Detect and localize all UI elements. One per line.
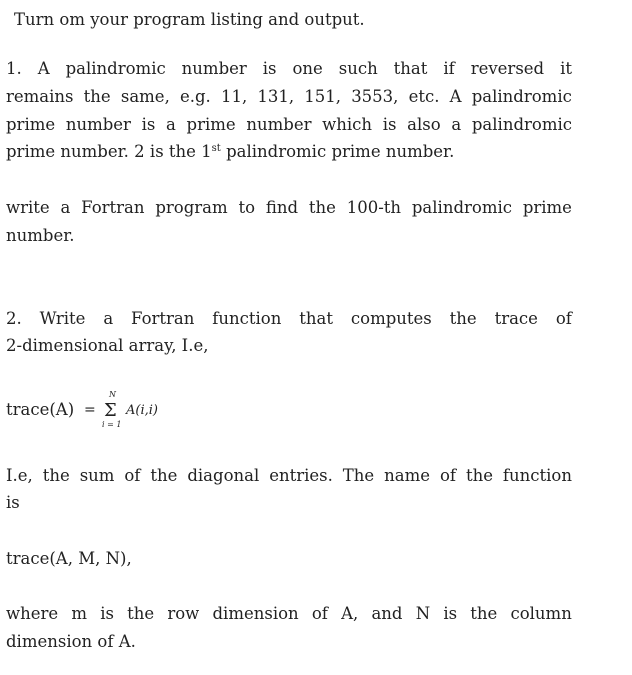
word: m bbox=[71, 604, 88, 623]
word: diagonal bbox=[187, 466, 260, 485]
word: is bbox=[443, 604, 458, 623]
problem1-line-3 bbox=[6, 115, 572, 135]
word: prime bbox=[186, 115, 236, 134]
summation-symbol bbox=[102, 390, 122, 434]
word: the bbox=[42, 466, 70, 485]
word: same, bbox=[120, 87, 170, 106]
word: if bbox=[443, 59, 455, 78]
word: I.e, bbox=[6, 466, 33, 485]
problem1-line-4-pre: prime number. 2 is the 1 bbox=[6, 142, 212, 161]
problem2-line-1 bbox=[6, 309, 572, 329]
trace-formula bbox=[6, 390, 306, 438]
word: is bbox=[100, 604, 114, 623]
word: the bbox=[470, 604, 498, 623]
word: Fortran bbox=[81, 198, 145, 217]
problem1-line-4 bbox=[6, 142, 572, 162]
word: which bbox=[322, 115, 373, 134]
word: the bbox=[465, 466, 493, 485]
word: row bbox=[167, 604, 200, 623]
word: 2. bbox=[6, 309, 22, 328]
word: the bbox=[308, 198, 336, 217]
word: find bbox=[265, 198, 299, 217]
problem2-desc-line-2: is bbox=[6, 493, 20, 512]
word: is bbox=[262, 59, 277, 78]
word: is bbox=[141, 115, 156, 134]
word: computes bbox=[350, 309, 432, 328]
word: A, bbox=[341, 604, 359, 623]
word: palindromic bbox=[471, 87, 572, 106]
problem1-line-1 bbox=[6, 59, 572, 79]
word: that bbox=[393, 59, 428, 78]
word: A bbox=[37, 59, 50, 78]
word: of bbox=[439, 466, 456, 485]
word: it bbox=[560, 59, 572, 78]
ordinal-superscript: st bbox=[211, 143, 221, 154]
word: one bbox=[292, 59, 323, 78]
sigma-glyph: Σ bbox=[104, 400, 117, 421]
formula-term: A(i,i) bbox=[126, 403, 158, 418]
summation-upper-limit: N bbox=[109, 390, 116, 399]
word: Write bbox=[39, 309, 86, 328]
word: e.g. bbox=[179, 87, 211, 106]
word: etc. bbox=[408, 87, 440, 106]
word: name bbox=[384, 466, 431, 485]
word: is bbox=[382, 115, 397, 134]
word: reversed bbox=[470, 59, 545, 78]
formula-lhs: trace(A) bbox=[6, 400, 75, 419]
word: number bbox=[181, 59, 247, 78]
problem2-where-line-1 bbox=[6, 604, 572, 624]
word: write bbox=[6, 198, 50, 217]
function-signature: trace(A, M, N), bbox=[6, 549, 132, 568]
problem1-task-line-1 bbox=[6, 198, 572, 218]
word: to bbox=[238, 198, 256, 217]
word: program bbox=[155, 198, 228, 217]
word: also bbox=[407, 115, 441, 134]
problem2-where-line-2: dimension of A. bbox=[6, 632, 136, 651]
word: where bbox=[6, 604, 59, 623]
word: N bbox=[415, 604, 431, 623]
word: the bbox=[83, 87, 111, 106]
word: dimension bbox=[212, 604, 299, 623]
word: remains bbox=[6, 87, 74, 106]
word: prime bbox=[6, 115, 56, 134]
word: the bbox=[127, 604, 155, 623]
word: of bbox=[555, 309, 572, 328]
problem1-line-4-post: palindromic prime number. bbox=[220, 142, 455, 161]
word: number bbox=[65, 115, 131, 134]
word: number bbox=[246, 115, 312, 134]
summation-lower-limit: i = 1 bbox=[102, 420, 122, 429]
word: function bbox=[502, 466, 572, 485]
word: palindromic bbox=[411, 198, 512, 217]
problem2-desc-line-1 bbox=[6, 466, 572, 486]
word: the bbox=[150, 466, 178, 485]
word: 1. bbox=[6, 59, 22, 78]
word: A bbox=[449, 87, 462, 106]
word: 131, bbox=[257, 87, 295, 106]
word: that bbox=[299, 309, 333, 328]
word: such bbox=[338, 59, 378, 78]
instruction-title: Turn om your program listing and output. bbox=[14, 10, 365, 29]
word: the bbox=[449, 309, 477, 328]
formula-equals: = bbox=[84, 402, 96, 418]
word: 100-th bbox=[346, 198, 402, 217]
word: sum bbox=[79, 466, 115, 485]
word: a bbox=[166, 115, 176, 134]
word: function bbox=[212, 309, 282, 328]
word: Fortran bbox=[131, 309, 195, 328]
word: a bbox=[60, 198, 71, 217]
word: of bbox=[311, 604, 328, 623]
word: and bbox=[371, 604, 403, 623]
word: trace bbox=[494, 309, 538, 328]
problem2-line-2: 2-dimensional array, I.e, bbox=[6, 336, 209, 355]
word: column bbox=[510, 604, 572, 623]
word: prime bbox=[522, 198, 572, 217]
word: palindromic bbox=[65, 59, 166, 78]
word: entries. bbox=[269, 466, 333, 485]
word: 11, bbox=[220, 87, 248, 106]
word: 151, bbox=[304, 87, 342, 106]
word: a bbox=[103, 309, 114, 328]
word: a bbox=[451, 115, 462, 134]
problem1-task-line-2: number. bbox=[6, 226, 75, 245]
problem1-line-2 bbox=[6, 87, 572, 107]
word: palindromic bbox=[471, 115, 572, 134]
word: of bbox=[124, 466, 141, 485]
word: The bbox=[342, 466, 375, 485]
word: 3553, bbox=[351, 87, 399, 106]
